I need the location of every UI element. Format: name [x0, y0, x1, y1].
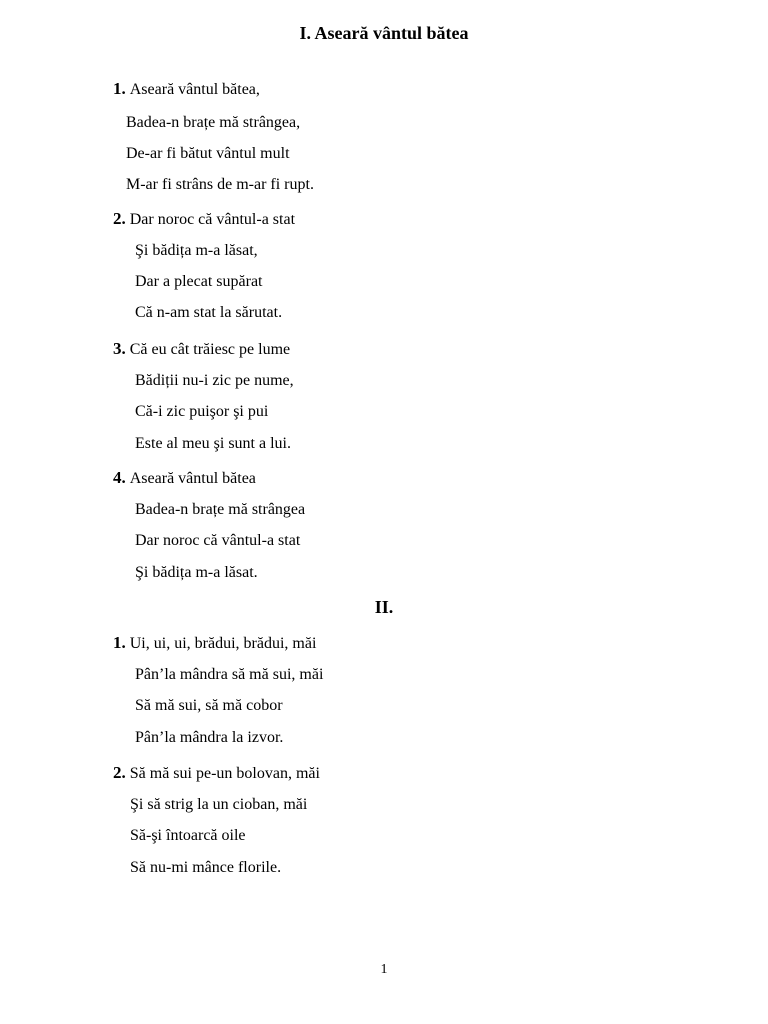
- verse-line: Aseară vântul bătea: [129, 470, 256, 487]
- stanza-1-line-1: [113, 80, 260, 98]
- page-number: 1: [380, 962, 388, 977]
- song2-stanza-1-line-3: Să mă sui, să mă cobor: [135, 697, 283, 714]
- stanza-3-line-1: [113, 340, 290, 358]
- song2-stanza-2-line-2: Şi să strig la un cioban, măi: [130, 796, 308, 813]
- song2-stanza-1-line-1: [113, 634, 316, 652]
- stanza-number: 1.: [113, 79, 126, 98]
- song2-stanza-2-line-4: Să nu-mi mânce florile.: [130, 859, 282, 876]
- song2-stanza-1-line-4: Pân’la mândra la izvor.: [135, 729, 284, 746]
- section-title: II.: [374, 597, 394, 617]
- stanza-number: 4.: [113, 468, 126, 487]
- verse-line: Aseară vântul bătea,: [129, 81, 260, 98]
- stanza-4-line-3: Dar noroc că vântul-a stat: [135, 532, 301, 549]
- stanza-4-line-1: [113, 469, 256, 487]
- stanza-number: 2.: [113, 209, 126, 228]
- song2-stanza-2-line-1: [113, 764, 320, 782]
- stanza-2-line-1: [113, 210, 295, 228]
- verse-line: Să mă sui pe-un bolovan, măi: [129, 765, 320, 782]
- verse-line: Că eu cât trăiesc pe lume: [129, 341, 291, 358]
- stanza-number: 1.: [113, 633, 126, 652]
- stanza-4-line-2: Badea-n brațe mă strângea: [135, 501, 306, 518]
- stanza-number: 3.: [113, 339, 126, 358]
- stanza-2-line-2: Şi bădița m-a lăsat,: [135, 242, 258, 259]
- stanza-number: 2.: [113, 763, 126, 782]
- verse-line: Dar noroc că vântul-a stat: [129, 211, 296, 228]
- verse-line: Ui, ui, ui, brădui, brădui, măi: [129, 635, 317, 652]
- stanza-4-line-4: Şi bădița m-a lăsat.: [135, 564, 258, 581]
- song-title: I. Aseară vântul bătea: [299, 23, 469, 43]
- stanza-1-line-3: De-ar fi bătut vântul mult: [126, 145, 290, 162]
- stanza-2-line-4: Că n-am stat la sărutat.: [135, 304, 283, 321]
- stanza-1-line-2: Badea-n brațe mă strângea,: [126, 114, 301, 131]
- stanza-3-line-4: Este al meu şi sunt a lui.: [135, 435, 291, 452]
- stanza-3-line-3: Că-i zic puişor şi pui: [135, 403, 269, 420]
- song2-stanza-2-line-3: Să-şi întoarcă oile: [130, 827, 246, 844]
- stanza-3-line-2: Bădiții nu-i zic pe nume,: [135, 372, 294, 389]
- stanza-2-line-3: Dar a plecat supărat: [135, 273, 263, 290]
- stanza-1-line-4: M-ar fi strâns de m-ar fi rupt.: [126, 176, 314, 193]
- song2-stanza-1-line-2: Pân’la mândra să mă sui, măi: [135, 666, 324, 683]
